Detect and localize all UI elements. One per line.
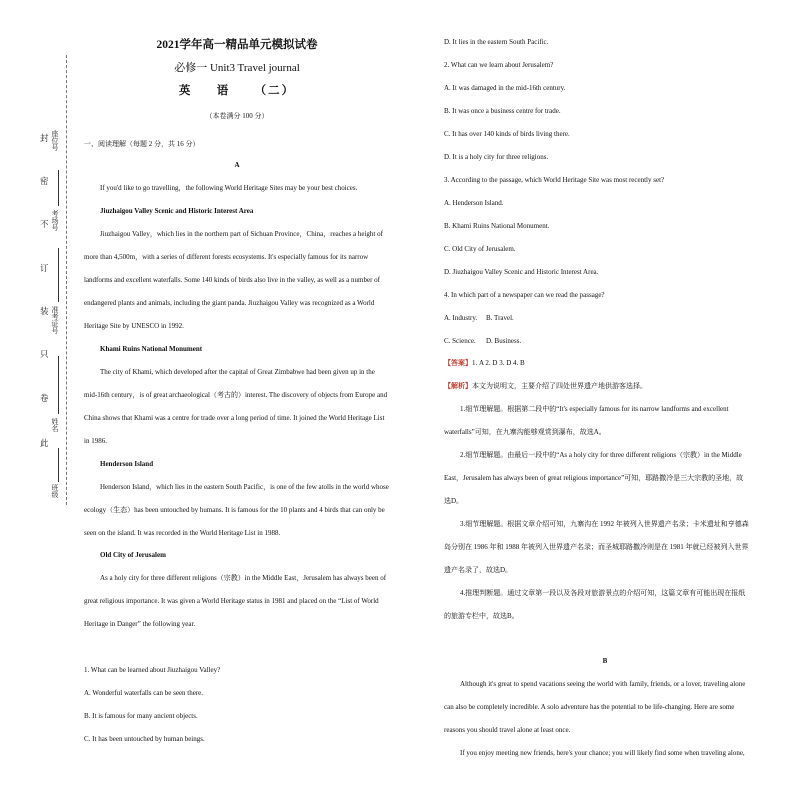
analysis-intro: 本文为说明文，主要介绍了四处世界遗产地供游客选择。 <box>472 382 647 390</box>
option-b: B. It is famous for many ancient objects. <box>84 712 198 720</box>
option-d: D. It is a holy city for three religions. <box>444 153 549 161</box>
answer-tag: 【答案】 <box>444 359 472 367</box>
seal-char: 装 <box>40 306 49 316</box>
passage-line: landforms and excellent waterfalls. Some 140 kinds of birds also live in the valley, as well as a number of <box>84 276 380 284</box>
passage-line: in 1986. <box>84 437 107 445</box>
passage-line: endangered plants and animals, including the giant panda. Jiuzhaigou Valley was recognized as a World <box>84 299 375 307</box>
option-d: D. Business. <box>486 337 522 345</box>
seal-char: 封 <box>40 133 49 143</box>
passage-label-a: A <box>234 161 240 169</box>
seal-char: 卷 <box>40 393 49 403</box>
question-stem: 3. According to the passage, which World Heritage Site was most recently set? <box>444 176 665 184</box>
passage-line: seen on the island. It was recorded in the World Heritage List in 1988. <box>84 529 281 537</box>
analysis-text: 1.细节理解题。根据第二段中的“It's especially famous for its narrow landforms and excellent <box>460 405 729 413</box>
field-room-number: 考场号 <box>51 210 59 231</box>
option-c: C. It has over 140 kinds of birds living there. <box>444 130 570 138</box>
option-c: C. Old City of Jerusalem. <box>444 245 516 253</box>
seal-char: 订 <box>40 263 49 273</box>
question-stem: 2. What can we learn about Jerusalem? <box>444 61 554 69</box>
site-heading: Khami Ruins National Monument <box>100 345 203 353</box>
passage-line: Henderson Island，which lies in the eastern South Pacific，is one of the few atolls in the world whose <box>100 483 389 491</box>
passage-line: Heritage in Danger” the following year. <box>84 620 196 628</box>
seal-line <box>66 55 67 505</box>
seal-char: 只 <box>40 349 49 359</box>
option-a: A. It was damaged in the mid-16th century. <box>444 84 566 92</box>
analysis-tag: 【解析】 <box>444 382 472 390</box>
analysis-text: 3.细节理解题。根据文章介绍可知，九寨沟在 1992 年被列入世界遗产名录；卡米遗址和亨德森 <box>460 520 749 528</box>
seal-char: 此 <box>40 438 49 448</box>
analysis-text: 选D。 <box>444 497 464 505</box>
passage-line: The city of Khami, which developed after the capital of Great Zimbabwe had been given up in the <box>100 368 375 376</box>
passage-line: great religious importance. It was given a World Heritage status in 1981 and placed on the “List of World <box>84 597 379 605</box>
seal-char: 不 <box>40 219 49 229</box>
site-heading: Jiuzhaigou Valley Scenic and Historic Interest Area <box>100 207 254 215</box>
analysis-text: 2.细节理解题。由最后一段中的“As a holy city for three different religions（宗教）in the Middle <box>460 451 742 459</box>
analysis-text: waterfalls”可知，在九寨沟能够观赏到瀑布，故选A。 <box>444 428 606 436</box>
field-class: 班级 <box>51 484 59 498</box>
exam-subtitle: 必修一 Unit3 Travel journal <box>174 62 300 74</box>
exam-title: 2021学年高一精品单元模拟试卷 <box>156 39 318 51</box>
option-c: C. Science. <box>444 337 476 345</box>
seal-char: 密 <box>40 176 49 186</box>
question-stem: 1. What can be learned about Jiuzhaigou Valley? <box>84 666 221 674</box>
score-note: （本卷满分 100 分） <box>205 112 269 120</box>
option-a: A. Henderson Island. <box>444 199 504 207</box>
option-a: A. Wonderful waterfalls can be seen there. <box>84 689 204 697</box>
option-a: A. Industry. <box>444 314 478 322</box>
passage-line: more than 4,500m，with a series of different forests ecosystems. It's especially famous for its narrow <box>84 253 369 261</box>
passage-label-b: B <box>602 657 608 665</box>
option-c: C. It has been untouched by human beings. <box>84 735 205 743</box>
exam-subject: 英 语 （二） <box>178 85 296 97</box>
analysis-text: 4.推理判断题。通过文章第一段以及各段对旅游景点的介绍可知，这篇文章有可能出现在报纸 <box>460 589 746 597</box>
option-d: D. Jiuzhaigou Valley Scenic and Historic Interest Area. <box>444 268 599 276</box>
passage-line: Heritage Site by UNESCO in 1992. <box>84 322 184 330</box>
passage-line: reasons you should travel alone at least once. <box>444 726 571 734</box>
passage-line: As a holy city for three different religions（宗教）in the Middle East，Jerusalem has always been of <box>100 574 387 582</box>
option-d: D. It lies in the eastern South Pacific. <box>444 38 549 46</box>
analysis-text: 的旅游专栏中，故选B。 <box>444 612 519 620</box>
passage-line: Jiuzhaigou Valley，which lies in the northern part of Sichuan Province，China，reaches a height of <box>100 230 383 238</box>
passage-line: Although it's great to spend vacations seeing the world with family, friends, or a lover, traveling alone <box>460 680 746 688</box>
option-b: B. Travel. <box>486 314 514 322</box>
site-heading: Old City of Jerusalem <box>100 551 166 559</box>
field-exam-id: 准考证号 <box>51 306 59 334</box>
field-name: 姓名 <box>51 418 59 432</box>
site-heading: Henderson Island <box>100 460 154 468</box>
option-b: B. It was once a business centre for trade. <box>444 107 561 115</box>
analysis-text: 岛分别在 1986 年和 1988 年被列入世界遗产名录；而圣城耶路撒冷则是在 1981 年就已经被列入世界 <box>444 543 749 551</box>
passage-line: ecology（生态）has been untouched by humans. It is famous for the 10 plants and 4 birds that can only be <box>84 506 385 514</box>
option-b: B. Khami Ruins National Monument. <box>444 222 550 230</box>
exam-id-blank[interactable] <box>58 356 59 414</box>
binding-margin <box>0 0 78 794</box>
question-stem: 4. In which part of a newspaper can we read the passage? <box>444 291 605 299</box>
answer-text: 1. A 2. D 3. D 4. B <box>472 359 525 367</box>
analysis-line <box>444 382 647 391</box>
passage-line: If you enjoy meeting new friends, here's your chance; you will likely find some when traveling alone, <box>460 749 745 757</box>
passage-line: mid-16th century，is of great archaeological（考古的）interest. The discovery of objects from Europe and <box>84 391 388 399</box>
room-number-blank[interactable] <box>58 248 59 302</box>
analysis-text: 遗产名录了，故选D。 <box>444 566 513 574</box>
analysis-text: East，Jerusalem has always been of great religious importance”可知，耶路撒冷是三大宗教的圣地，故 <box>444 474 744 482</box>
name-blank[interactable] <box>58 448 59 482</box>
passage-line: China shows that Khami was a centre for trade over a long period of time. It joined the World Heritage List <box>84 414 385 422</box>
seat-number-blank[interactable] <box>58 170 59 206</box>
passage-intro: If you'd like to go travelling，the following World Heritage Sites may be your best choices. <box>100 184 358 192</box>
passage-line: can also be completely incredible. A solo adventure has the potential to be life-changing. Here are some <box>444 703 735 711</box>
section-heading: 一、阅读理解（每题 2 分，共 16 分） <box>84 140 200 148</box>
answer-line <box>444 359 525 368</box>
field-seat-number: 座位号 <box>51 130 59 151</box>
